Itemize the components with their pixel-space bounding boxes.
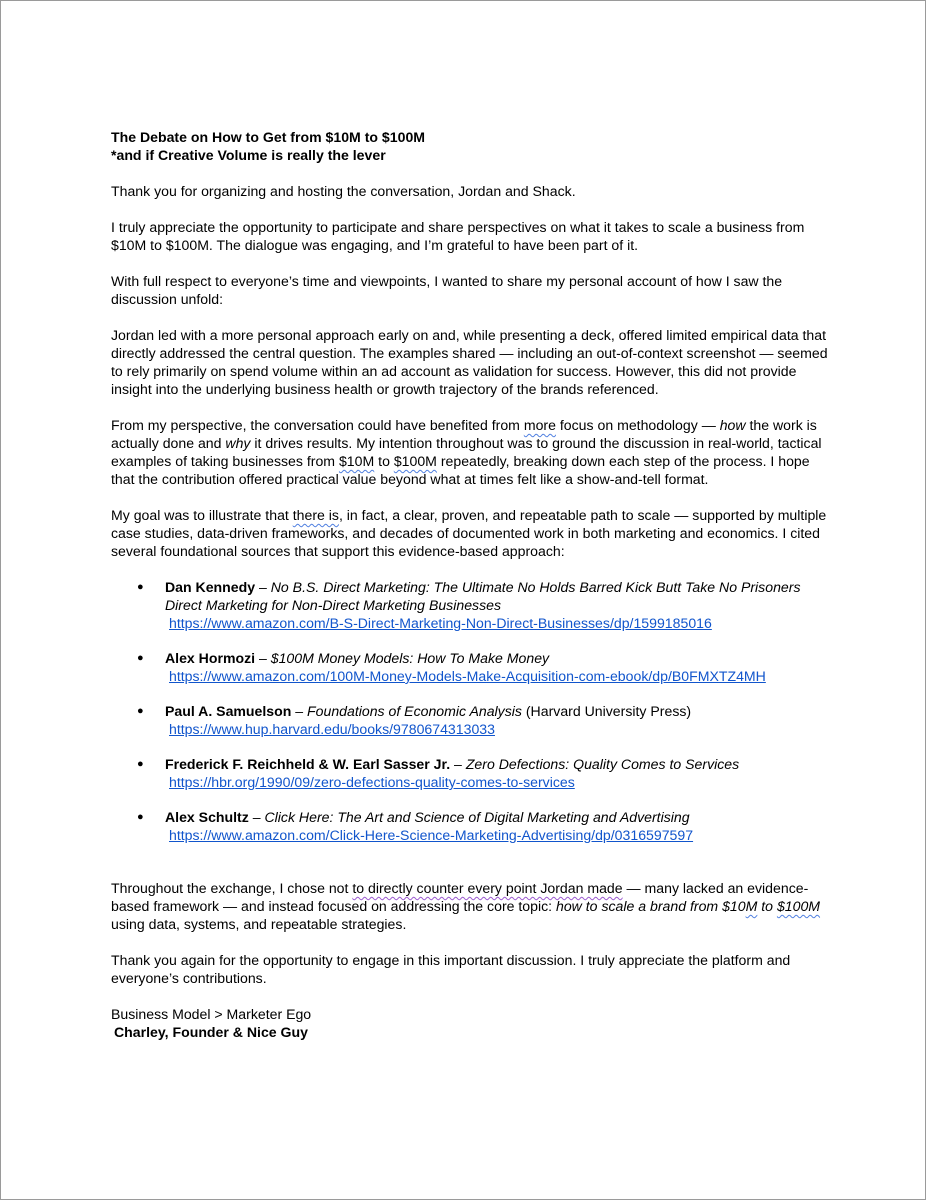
- signoff-tagline: Business Model > Marketer Ego: [111, 1006, 312, 1022]
- reference-author: Frederick F. Reichheld & W. Earl Sasser Jr.: [165, 756, 451, 772]
- bullet-icon: ●: [137, 705, 144, 717]
- reference-item: ● Alex Hormozi – $100M Money Models: How To Make Money https://www.amazon.com/100M-Money-Models-Make-Acquisition-com-ebook/dp/B0FMXTZ4MH: [111, 649, 831, 685]
- reference-title: Foundations of Economic Analysis: [307, 703, 522, 719]
- reference-item: ● Alex Schultz – Click Here: The Art and Science of Digital Marketing and Advertising https://www.amazon.com/Click-Here-Science-Marketing-Advertising/dp/0316597597: [111, 808, 831, 844]
- reference-link[interactable]: https://www.amazon.com/100M-Money-Models-Make-Acquisition-com-ebook/dp/B0FMXTZ4MH: [169, 668, 766, 684]
- reference-title: Click Here: The Art and Science of Digital Marketing and Advertising: [264, 809, 690, 825]
- paragraph-goal: My goal was to illustrate that there is, in fact, a clear, proven, and repeatable path to scale — supported by multiple case studies, data-driven frameworks, and decades of documented work in both marketing and economics. I cited several foundational sources that support this evidence-based approach:: [111, 507, 827, 559]
- paragraph-exchange: Throughout the exchange, I chose not to directly counter every point Jordan made — many lacked an evidence-based framework — and instead focused on addressing the core topic: how to scale a brand from $10M to $100M using data, systems, and repeatable strategies.: [111, 880, 821, 932]
- reference-title: Zero Defections: Quality Comes to Services: [465, 756, 740, 772]
- reference-title: $100M Money Models: How To Make Money: [270, 650, 550, 666]
- spellcheck-mark: $100M: [776, 898, 821, 914]
- spellcheck-mark: $10M: [338, 453, 375, 469]
- bullet-icon: ●: [137, 581, 144, 593]
- reference-link[interactable]: https://www.hup.harvard.edu/books/9780674313033: [169, 721, 495, 737]
- signature-name: Charley, Founder & Nice Guy: [114, 1024, 308, 1040]
- bullet-icon: ●: [137, 652, 144, 664]
- spellcheck-mark: more: [523, 417, 556, 433]
- reference-title: No B.S. Direct Marketing: The Ultimate No Holds Barred Kick Butt Take No Prisoners Direct Marketing for Non-Direct Marketing Businesses: [165, 579, 801, 613]
- grammar-mark: to directly counter every point Jordan made: [352, 880, 623, 896]
- paragraph-intro: With full respect to everyone’s time and viewpoints, I wanted to share my personal account of how I saw the discussion unfold:: [111, 273, 783, 307]
- paragraph-thanks: Thank you for organizing and hosting the conversation, Jordan and Shack.: [111, 183, 576, 199]
- bullet-icon: ●: [137, 758, 144, 770]
- paragraph-jordan-approach: Jordan led with a more personal approach early on and, while presenting a deck, offered limited empirical data that directly addressed the central question. The examples shared — including an out-of-context screenshot — seemed to rely primarily on spend volume within an ad account as validation for success. However, this did not provide insight into the underlying business health or growth trajectory of the brands referenced.: [111, 327, 828, 397]
- reference-link[interactable]: https://hbr.org/1990/09/zero-defections-quality-comes-to-services: [169, 774, 575, 790]
- paragraph-appreciation: I truly appreciate the opportunity to participate and share perspectives on what it takes to scale a business from $10M to $100M. The dialogue was engaging, and I’m grateful to have been part of it.: [111, 219, 805, 253]
- paragraph-closing: Thank you again for the opportunity to engage in this important discussion. I truly appreciate the platform and everyone’s contributions.: [111, 952, 791, 986]
- reference-author: Alex Hormozi: [165, 650, 256, 666]
- spellcheck-mark: M: [745, 898, 758, 914]
- reference-author: Paul A. Samuelson: [165, 703, 292, 719]
- document-subtitle: *and if Creative Volume is really the lever: [111, 147, 386, 163]
- reference-author: Alex Schultz: [165, 809, 249, 825]
- bullet-icon: ●: [137, 811, 144, 823]
- reference-list: [111, 578, 831, 844]
- reference-link[interactable]: https://www.amazon.com/B-S-Direct-Marketing-Non-Direct-Businesses/dp/1599185016: [169, 615, 712, 631]
- document-title: The Debate on How to Get from $10M to $100M: [111, 129, 426, 145]
- reference-author: Dan Kennedy: [165, 579, 256, 595]
- reference-item: ● Frederick F. Reichheld & W. Earl Sasser Jr. – Zero Defections: Quality Comes to Services https://hbr.org/1990/09/zero-defections-quality-comes-to-services: [111, 755, 831, 791]
- spellcheck-mark: there is: [292, 507, 339, 523]
- paragraph-perspective: From my perspective, the conversation could have benefited from more focus on methodology — how the work is actually done and why it drives results. My intention throughout was to ground the discussion in real-world, tactical examples of taking businesses from $10M to $100M repeatedly, breaking down each step of the process. I hope that the contribution offered practical value beyond what at times felt like a show-and-tell format.: [111, 417, 822, 487]
- document-body: [111, 128, 831, 1041]
- spellcheck-mark: $100M: [393, 453, 437, 469]
- reference-item: ● Paul A. Samuelson – Foundations of Economic Analysis (Harvard University Press) https://www.hup.harvard.edu/books/9780674313033: [111, 702, 831, 738]
- reference-item: ● Dan Kennedy – No B.S. Direct Marketing: The Ultimate No Holds Barred Kick Butt Take No Prisoners Direct Marketing for Non-Direct Marketing Businesses https://www.amazon.com/B-S-Direct-Marketing-Non-Direct-Businesses/dp/1599185016: [111, 578, 831, 632]
- reference-link[interactable]: https://www.amazon.com/Click-Here-Science-Marketing-Advertising/dp/0316597597: [169, 827, 694, 843]
